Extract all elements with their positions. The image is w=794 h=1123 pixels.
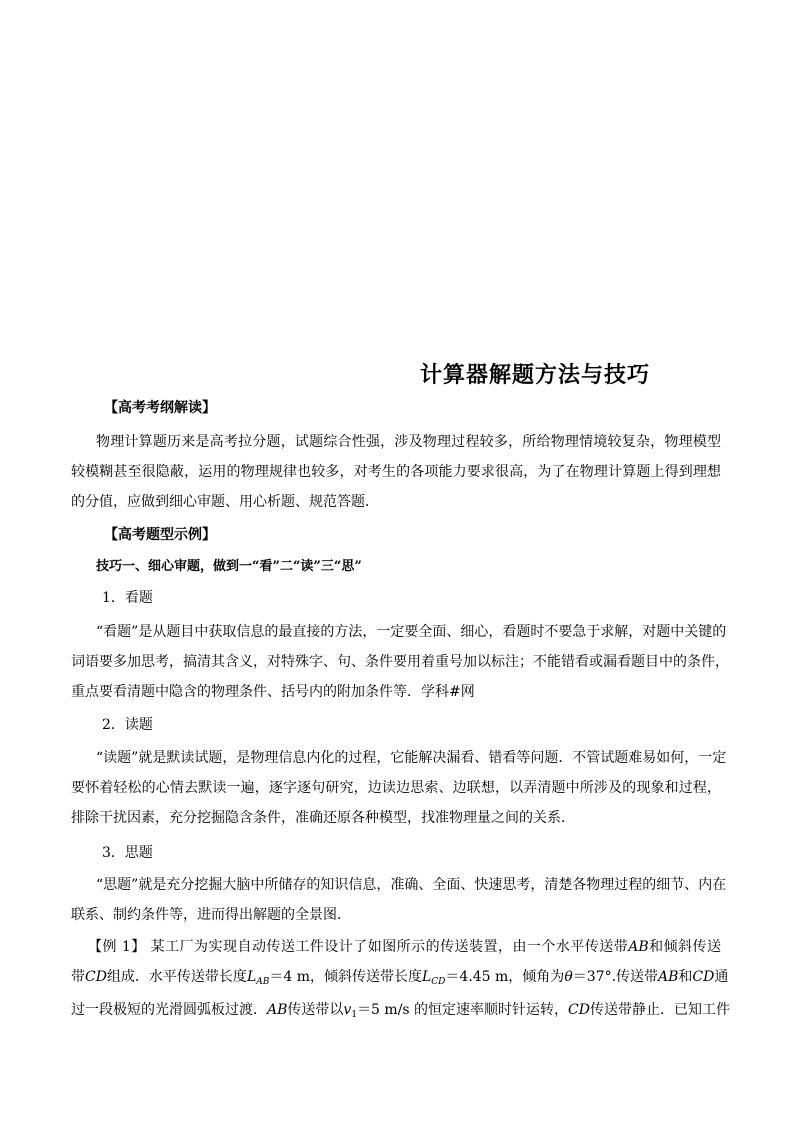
example-1-text: 带 (71, 969, 85, 985)
symbol-length: L (246, 969, 257, 985)
symbol-length: L (422, 969, 432, 985)
symbol-cd: CD (568, 1002, 590, 1018)
subscript-ab: AB (256, 977, 270, 987)
section-heading-syllabus: 【高考考纲解读】 (104, 400, 216, 416)
symbol-cd: CD (692, 969, 715, 985)
intro-line-3: 的分值，应做到细心审题、用心析题、规范答题． (71, 494, 379, 510)
page-title: 计算器解题方法与技巧 (420, 363, 651, 388)
si-line-1: “思题”就是充分挖掘大脑中所储存的知识信息，准确、全面、快速思考，清楚各物理过程的细节、内在 (96, 877, 727, 893)
kan-line-2: 词语要多加思考，搞清其含义，对特殊字、句、条件要用着重号加以标注；不能错看或漏看题目中的条件， (71, 654, 729, 670)
step-si-heading: 3．思题 (102, 845, 153, 861)
subscript-1: 1 (351, 1010, 358, 1020)
example-1-text: 和 (678, 969, 693, 985)
example-1-text: 过一段极短的光滑圆弧板过渡． (71, 1002, 267, 1018)
intro-line-2: 较模糊甚至很隐蔽，运用的物理规律也较多，对考生的各项能力要求很高，为了在物理计算题上得到理想 (71, 464, 721, 480)
subscript-cd: CD (431, 977, 446, 987)
example-1-text: ＝4.45 m，倾角为 (445, 969, 565, 985)
step-kan-heading: 1．看题 (102, 590, 153, 606)
du-line-2: 要怀着轻松的心情去默读一遍，逐字逐句研究，边读边思索、边联想，以弄清题中所涉及的现象和过程， (71, 780, 721, 796)
du-line-1: “读题”就是默读试题，是物理信息内化的过程，它能解决漏看、错看等问题．不管试题难易如何，一定 (96, 750, 727, 766)
si-line-2: 联系、制约条件等，进而得出解题的全景图． (71, 907, 351, 923)
skill-1-heading: 技巧一、细心审题，做到一“看”二“读”三“思” (96, 559, 362, 574)
example-1-line-2 (71, 967, 729, 987)
example-1-text: ＝5 m/s 的恒定速率顺时针运转， (357, 1002, 569, 1018)
symbol-ab: AB (628, 939, 649, 955)
example-1-text: ＝37°.传送带 (572, 969, 659, 985)
example-1-text: 传送带静止．已知工件 (589, 1002, 730, 1018)
symbol-velocity: v (343, 1002, 352, 1018)
kan-line-3: 重点要看清题中隐含的物理条件、括号内的附加条件等．学科#网 (71, 684, 475, 700)
kan-line-1: “看题”是从题目中获取信息的最直接的方法，一定要全面、细心，看题时不要急于求解，对题中关键的 (96, 624, 727, 640)
intro-line-1: 物理计算题历来是高考拉分题，试题综合性强，涉及物理过程较多，所给物理情境较复杂，物理模型 (96, 434, 721, 450)
example-1-text: 【例 1】 某工厂为实现自动传送工件设计了如图所示的传送装置，由一个水平传送带 (88, 939, 629, 955)
du-line-3: 排除干扰因素，充分挖掘隐含条件，准确还原各种模型，找准物理量之间的关系． (71, 810, 575, 826)
symbol-cd: CD (85, 969, 107, 985)
example-1-text: 和倾斜传送 (648, 939, 722, 955)
example-1-text: ＝4 m，倾斜传送带长度 (269, 969, 422, 985)
example-1-text: 通 (714, 969, 729, 985)
step-du-heading: 2．读题 (102, 717, 153, 733)
symbol-ab: AB (658, 969, 679, 985)
symbol-theta: θ (564, 969, 573, 985)
example-1-line-1 (88, 937, 721, 957)
example-1-line-3 (71, 1000, 730, 1020)
example-1-text: 传送带以 (287, 1002, 344, 1018)
symbol-ab: AB (267, 1002, 288, 1018)
example-1-text: 组成．水平传送带长度 (106, 969, 247, 985)
section-heading-examples: 【高考题型示例】 (104, 527, 216, 543)
